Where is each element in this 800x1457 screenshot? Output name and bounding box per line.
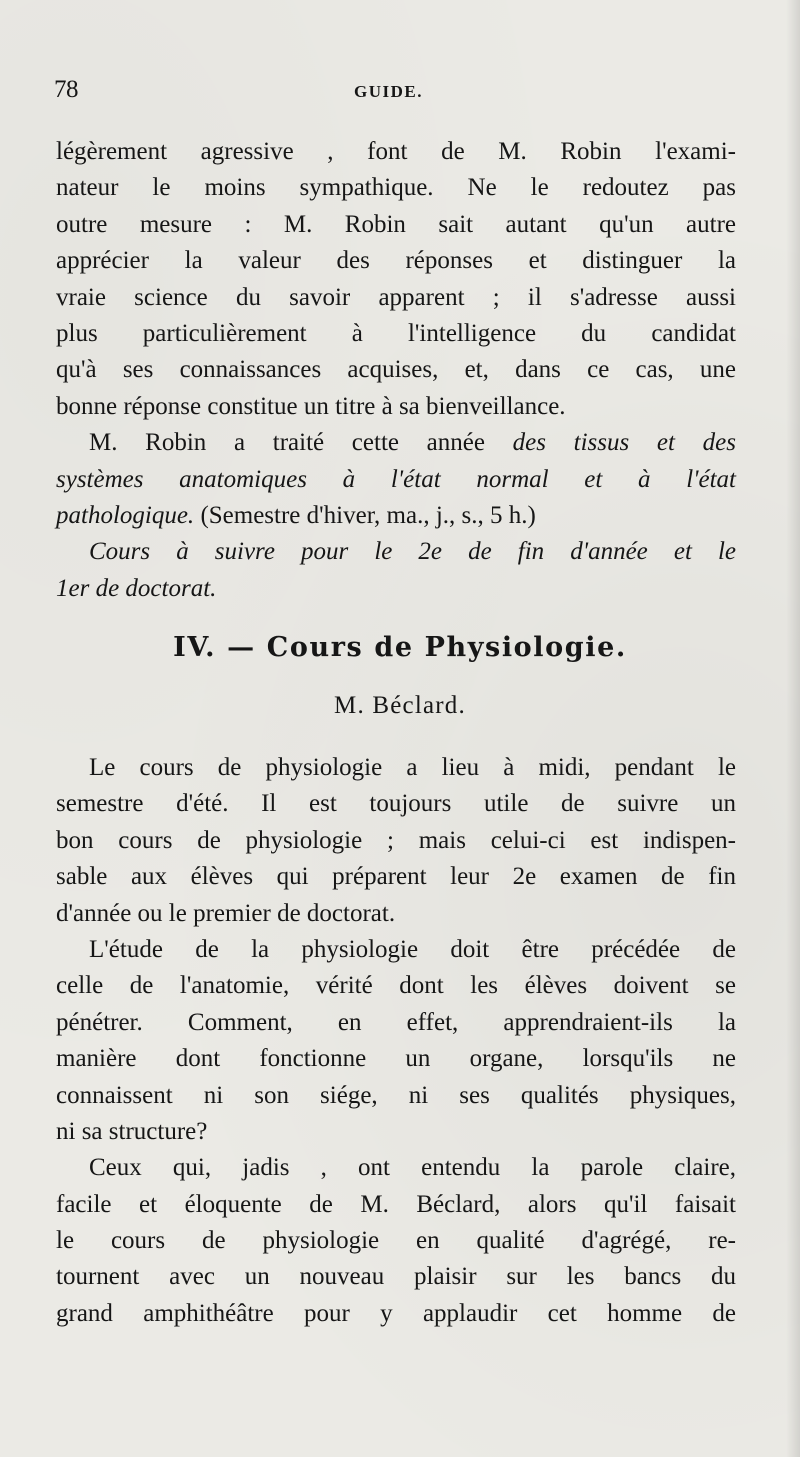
page-header — [54, 76, 734, 106]
roman-text: M. Robin a traité cette année — [89, 429, 513, 457]
text-line: nateur le moins sympathique. Ne le redoutez pas — [56, 174, 736, 202]
text-line: ni sa structure? — [56, 1117, 208, 1145]
text-line: Ceux qui, jadis , ont entendu la parole claire, — [89, 1154, 736, 1182]
text-line: légèrement agressive , font de M. Robin l'exami- — [56, 138, 736, 165]
text-line: plus particulièrement à l'intelligence du candidat — [56, 319, 736, 347]
text-line: sable aux élèves qui préparent leur 2e examen de fin — [56, 863, 736, 891]
italic-text: des tissus et des — [512, 429, 736, 457]
text-line: tournent avec un nouveau plaisir sur les bancs du — [56, 1263, 736, 1291]
text-line: outre mesure : M. Robin sait autant qu'un autre — [56, 210, 736, 238]
running-head: GUIDE. — [354, 82, 423, 101]
robin-paragraph-line — [56, 425, 736, 461]
section-title: IV. — Cours de Physiologie. — [173, 632, 627, 663]
text-line: qu'à ses connaissances acquises, et, dans ce cas, une — [56, 356, 736, 384]
text-line: semestre d'été. Il est toujours utile de suivre un — [56, 790, 736, 818]
text-line: Le cours de physiologie a lieu à midi, pendant le — [89, 754, 736, 781]
continued-text-block — [56, 134, 736, 607]
page-number: 78 — [54, 76, 78, 103]
text-line: connaissent ni son siége, ni ses qualités physiques, — [56, 1081, 736, 1109]
text-line: apprécier la valeur des réponses et distinguer la — [56, 247, 736, 275]
robin-paragraph-line: systèmes anatomiques à l'état normal et à l'état — [56, 465, 736, 493]
text-line: celle de l'anatomie, vérité dont les élèves doivent se — [56, 972, 736, 1000]
text-line: bon cours de physiologie ; mais celui-ci est indispen- — [56, 826, 736, 854]
courses-line: 1er de doctorat. — [56, 574, 217, 602]
text-line: bonne réponse constitue un titre à sa bienveillance. — [56, 392, 566, 420]
text-line: manière dont fonctionne un organe, lorsqu'ils ne — [56, 1045, 736, 1073]
text-line: facile et éloquente de M. Béclard, alors qu'il faisait — [56, 1190, 736, 1218]
italic-text: pathologique. — [56, 501, 195, 529]
page-edge-shadow — [786, 0, 800, 1457]
text-line: grand amphithéâtre pour y applaudir cet homme de — [56, 1299, 736, 1327]
physiology-text-block — [56, 750, 736, 1332]
text-line: d'année ou le premier de doctorat. — [56, 899, 396, 927]
text-line: pénétrer. Comment, en effet, apprendraient-ils la — [56, 1008, 736, 1036]
courses-line: Cours à suivre pour le 2e de fin d'année et le — [89, 538, 736, 566]
text-line: L'étude de la physiologie doit être précédée de — [89, 935, 736, 963]
text-line: le cours de physiologie en qualité d'agrégé, re- — [56, 1227, 736, 1255]
robin-paragraph-line — [56, 498, 736, 534]
section-author: M. Béclard. — [334, 692, 466, 719]
roman-text: (Semestre d'hiver, ma., j., s., 5 h.) — [194, 501, 536, 529]
text-line: vraie science du savoir apparent ; il s'adresse aussi — [56, 283, 736, 311]
